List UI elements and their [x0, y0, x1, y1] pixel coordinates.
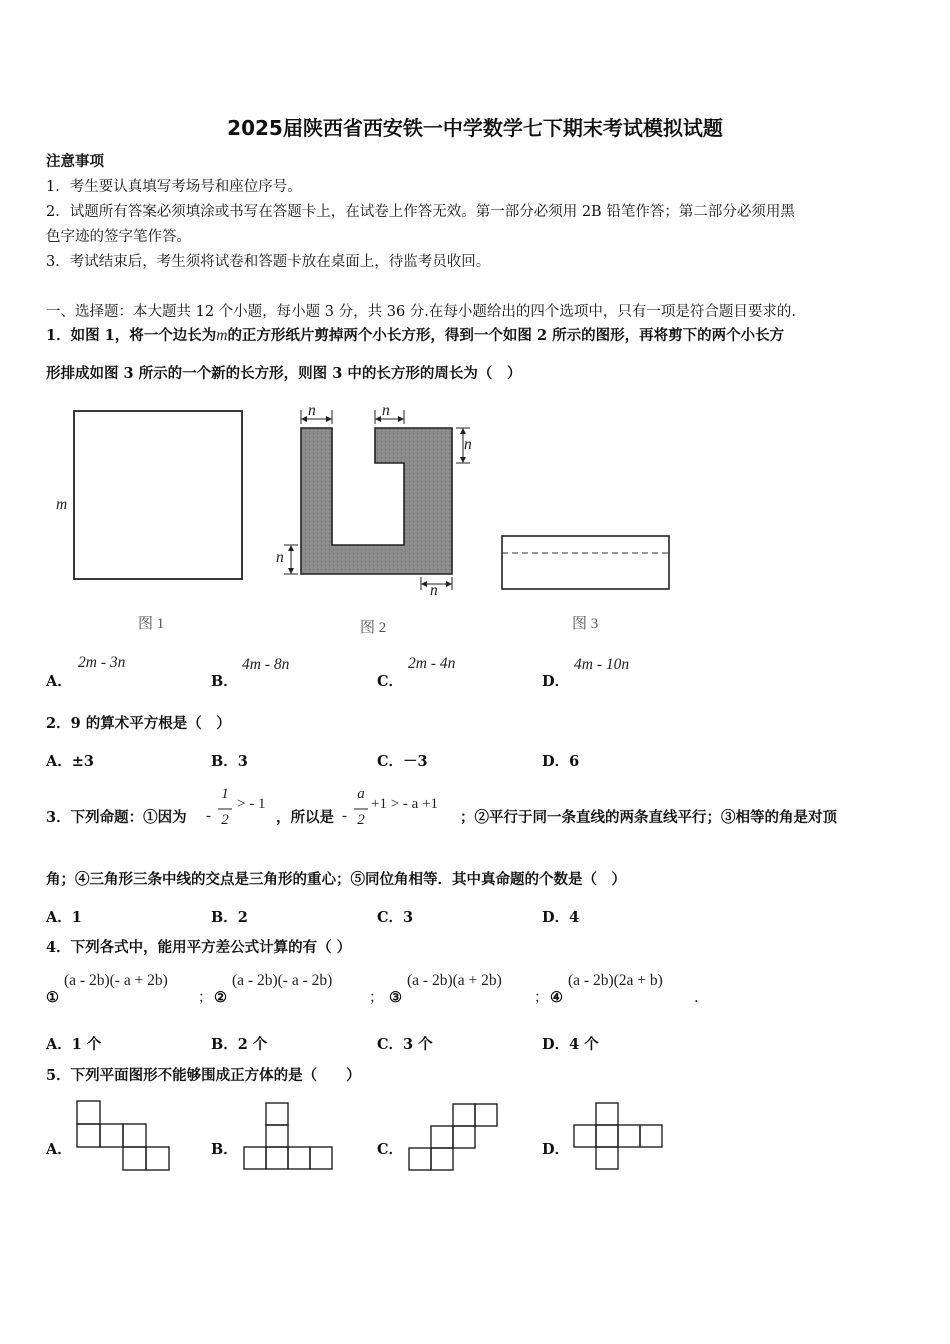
q2-option-a[interactable]: A．±3	[46, 753, 95, 770]
q4-item-1-mark: ①	[46, 989, 59, 1006]
q2-option-c[interactable]: C．－3	[377, 753, 428, 770]
fig2-n-right: n	[464, 436, 472, 453]
q5-net-b	[242, 1102, 338, 1174]
q5-option-a[interactable]: A．	[46, 1141, 72, 1158]
fig2-n-top-left: n	[308, 402, 316, 419]
cut-shape	[301, 428, 452, 574]
fig3-caption: 图 3	[572, 616, 599, 632]
q4-option-a[interactable]: A．1 个	[46, 1036, 102, 1053]
q3-frac1-bar	[218, 808, 232, 810]
notice-item-2-cont: 色字迹的签字笔作答。	[46, 229, 191, 245]
q5-option-b[interactable]: B．	[211, 1141, 238, 1158]
q1-option-c-expr: 2m - 4n	[408, 655, 456, 672]
q3-frac1-sign: -	[206, 808, 211, 824]
q4-item-3-expr: (a - 2b)(a + 2b)	[407, 972, 502, 989]
q3-frac2-sign: -	[342, 808, 347, 824]
q4-stem: 4．下列各式中，能用平方差公式计算的有（ ）	[46, 939, 352, 956]
q1-option-b-expr: 4m - 8n	[242, 656, 290, 673]
q1-stem-line2: 形排成如图 3 所示的一个新的长方形，则图 3 中的长方形的周长为（ ）	[46, 365, 522, 382]
q1-option-c[interactable]: C．	[377, 673, 404, 690]
q1-option-b[interactable]: B．	[211, 673, 238, 690]
q4-item-3-mark: ③	[389, 989, 402, 1006]
q4-option-b[interactable]: B．2 个	[211, 1036, 268, 1053]
q5-net-a	[76, 1100, 172, 1172]
q3-stem-line2: 角；④三角形三条中线的交点是三角形的重心；⑤同位角相等．其中真命题的个数是（ ）	[46, 871, 626, 888]
q3-stem-mid: ，所以是	[276, 809, 334, 826]
fig1-side-label: m	[56, 496, 68, 513]
q3-option-b[interactable]: B．2	[211, 909, 248, 926]
q3-frac2-rest: +1 > - a +1	[371, 796, 439, 812]
fig2-caption: 图 2	[360, 620, 387, 636]
q1-option-d-expr: 4m - 10n	[574, 656, 630, 673]
q4-item-1-expr: (a - 2b)(- a + 2b)	[64, 972, 168, 989]
fig2-n-top-mid: n	[382, 402, 390, 419]
q1-figure-1	[60, 405, 260, 585]
q3-frac1-rest: > - 1	[237, 796, 266, 812]
q5-net-c	[408, 1102, 504, 1174]
q3-option-d[interactable]: D．4	[542, 909, 580, 926]
notice-item-3: 3．考试结束后，考生须将试卷和答题卡放在桌面上，待监考员收回。	[46, 254, 491, 270]
q1-option-d[interactable]: D．	[542, 673, 570, 690]
q5-stem: 5．下列平面图形不能够围成正方体的是（ ）	[46, 1067, 361, 1084]
q4-item-4-mark: ④	[550, 989, 563, 1006]
notice-heading: 注意事项	[46, 153, 104, 170]
q3-stem-pre: 3．下列命题：①因为	[46, 809, 187, 826]
q1-stem-post: 的正方形纸片剪掉两个小长方形，得到一个如图 2 所示的图形，再将剪下的两个小长方	[227, 327, 785, 344]
notice-item-2: 2．试题所有答案必须填涂或书写在答题卡上，在试卷上作答无效。第一部分必须用 2B 铅笔作答；第二部分必须用黑	[46, 204, 795, 220]
q3-frac2-bar	[354, 808, 368, 810]
q1-stem-pre: 1．如图 1，将一个边长为	[46, 327, 217, 344]
page-title: 2025届陕西省西安铁一中学数学七下期末考试模拟试题	[227, 116, 723, 140]
q4-item-1-sep: ；	[198, 990, 213, 1006]
q2-option-d[interactable]: D．6	[542, 753, 580, 770]
q3-option-c[interactable]: C．3	[377, 909, 414, 926]
q4-item-4-expr: (a - 2b)(2a + b)	[568, 972, 663, 989]
q1-stem-line1	[46, 326, 784, 346]
q4-item-2-mark: ②	[214, 989, 227, 1006]
fig1-caption: 图 1	[138, 616, 165, 632]
q1-figure-2	[280, 400, 480, 600]
rectangle-shape	[502, 536, 669, 589]
fig2-n-bottom: n	[430, 582, 438, 599]
section-heading: 一、选择题：本大题共 12 个小题，每小题 3 分，共 36 分.在每小题给出的四个选项中，只有一项是符合题目要求的.	[46, 304, 796, 320]
q3-option-a[interactable]: A．1	[46, 909, 82, 926]
q3-frac2-num: a	[357, 786, 365, 802]
q1-option-a-expr: 2m - 3n	[78, 654, 126, 671]
q1-option-a[interactable]: A．	[46, 673, 72, 690]
q3-frac1-den: 2	[221, 812, 229, 828]
q4-option-d[interactable]: D．4 个	[542, 1036, 599, 1053]
q1-var-m: m	[216, 327, 228, 344]
square-shape	[74, 411, 242, 579]
q3-frac2-den: 2	[357, 812, 365, 828]
q4-option-c[interactable]: C．3 个	[377, 1036, 433, 1053]
fig2-n-left: n	[276, 549, 284, 566]
q3-frac1-num: 1	[221, 786, 229, 802]
q1-figure-3	[500, 532, 672, 592]
q2-option-b[interactable]: B．3	[211, 753, 248, 770]
q4-item-2-expr: (a - 2b)(- a - 2b)	[232, 972, 333, 989]
q4-item-2-sep: ；	[369, 990, 384, 1006]
q4-item-3-sep: ；	[534, 990, 549, 1006]
q4-item-4-sep: .	[694, 990, 699, 1006]
notice-item-1: 1．考生要认真填写考场号和座位序号。	[46, 179, 302, 195]
q5-option-c[interactable]: C．	[377, 1141, 404, 1158]
q5-net-d	[574, 1102, 670, 1174]
q2-stem: 2．9 的算术平方根是（ ）	[46, 715, 231, 732]
q3-stem-post: ；②平行于同一条直线的两条直线平行；③相等的角是对顶	[460, 809, 837, 826]
q5-option-d[interactable]: D．	[542, 1141, 570, 1158]
